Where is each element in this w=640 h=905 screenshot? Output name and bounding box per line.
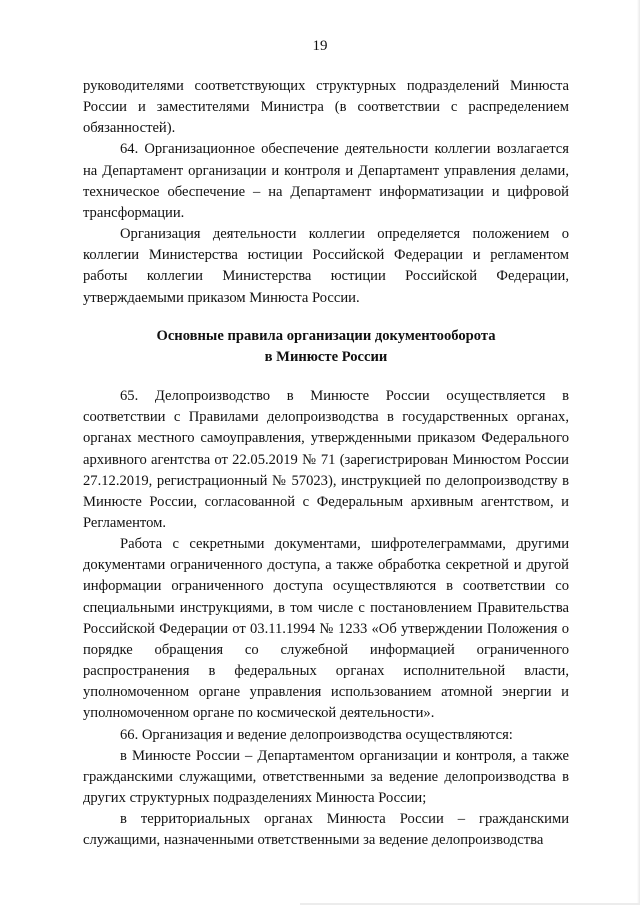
paragraph-secret-documents: Работа с секретными документами, шифротелеграммами, другими документами ограниченного доступа, а также обработка секретной и другой информации ограниченного доступа осуществляются в соответствии со специальными инструкциями, в том числе с постановлением Правительства Российской Федерации от 03.11.1994 № 1233 «Об утверждении Положения о порядке обращения со служебной информацией ограниченного распространения в федеральных органах исполнительной власти, уполномоченном органе управления использованием атомной энергии и уполномоченном органе по космической деятельности». xyxy=(83,536,569,722)
paragraph-65: 65. Делопроизводство в Минюсте России осуществляется в соответствии с Правилами делопроизводства в государственных органах, органах местного самоуправления, утвержденными приказом Федерального архивного агентства от 22.05.2019 № 71 (зарегистрирован Минюстом России 27.12.2019, регистрационный № 57023), инструкцией по делопроизводству в Минюсте России, согласованной с Федеральным архивным агентством, и Регламентом. xyxy=(83,388,569,531)
paragraph-66: 66. Организация и ведение делопроизводства осуществляются: xyxy=(120,726,513,743)
section-heading-line-2: в Минюсте России xyxy=(264,348,388,365)
document-body xyxy=(83,76,569,851)
section-heading-line-1: Основные правила организации документооборота xyxy=(156,327,496,344)
paragraph-ministry-records: в Минюсте России – Департаментом организации и контроля, а также гражданскими служащими, ответственными за ведение делопроизводства в других структурных подразделениях Минюста России; xyxy=(83,747,569,806)
paragraph-continuation: руководителями соответствующих структурных подразделений Минюста России и заместителями Министра (в соответствии с распределением обязанностей). xyxy=(83,78,569,137)
paragraph-64: 64. Организационное обеспечение деятельности коллегии возлагается на Департамент организации и контроля и Департамент управления делами, техническое обеспечение – на Департамент информатизации и цифровой трансформации. xyxy=(83,141,569,221)
paragraph-territorial-records: в территориальных органах Минюста России – гражданскими служащими, назначенными ответственными за ведение делопроизводства xyxy=(83,811,569,849)
section-heading xyxy=(83,326,569,368)
paragraph-collegium-organization: Организация деятельности коллегии определяется положением о коллегии Министерства юстиции Российской Федерации и регламентом работы коллегии Министерства юстиции Российской Федерации, утверждаемыми приказом Минюста России. xyxy=(83,226,569,306)
page-number: 19 xyxy=(312,38,328,54)
